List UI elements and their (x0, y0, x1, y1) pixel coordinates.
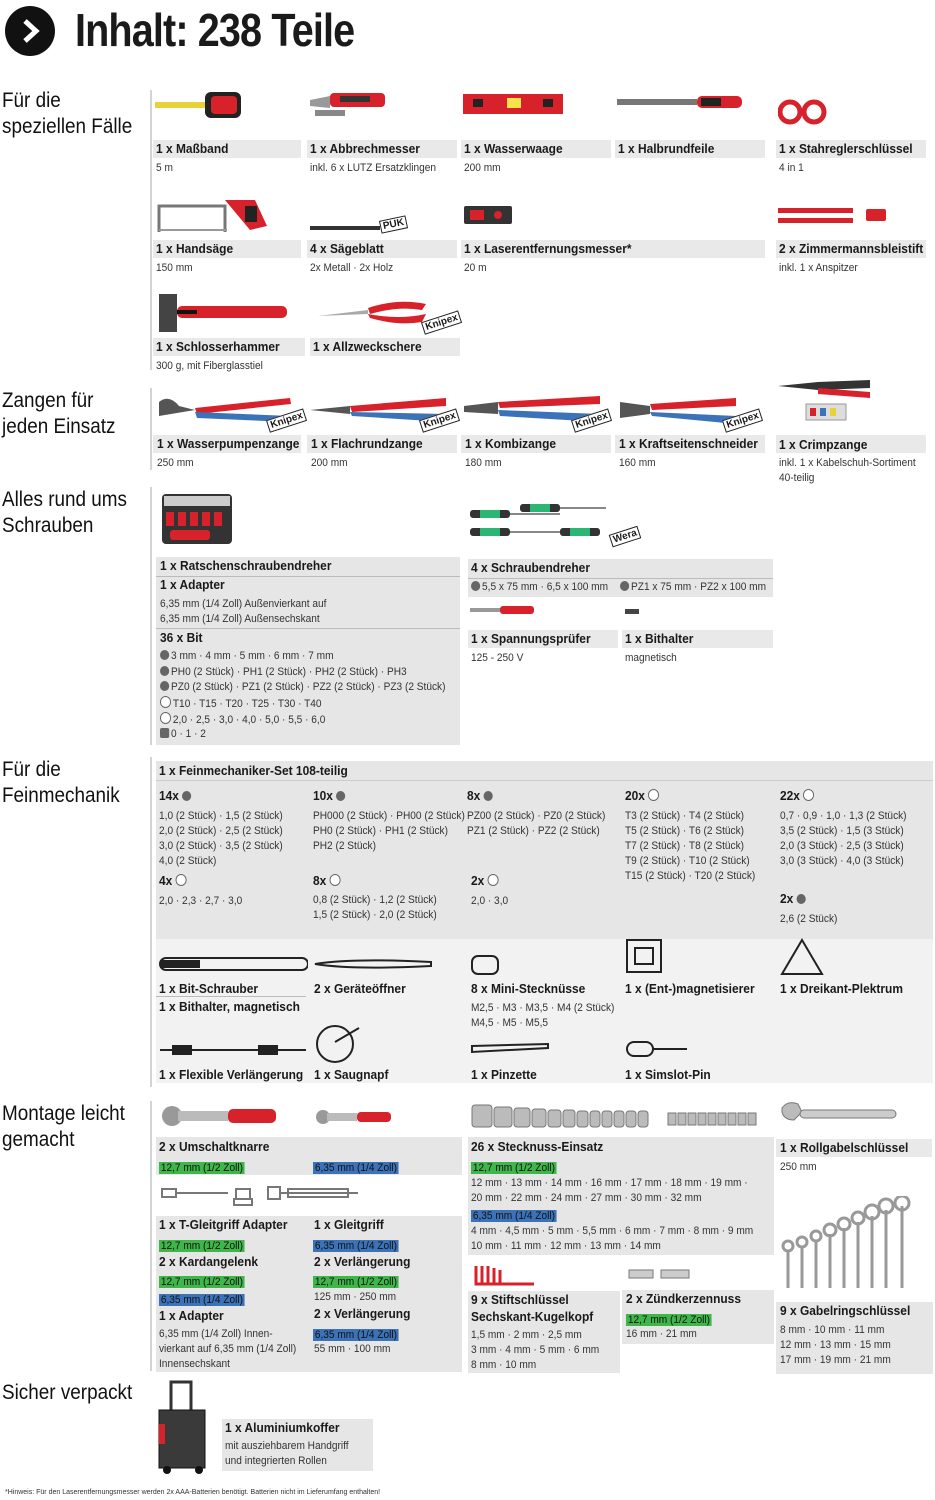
item-sub: 40-teilig (779, 472, 815, 484)
carpenter-pencil-icon (778, 206, 888, 226)
spark-plug-socket-icon (627, 1268, 693, 1280)
item-title: 1 x Saugnapf (314, 1067, 389, 1082)
item-title: 9 x Stiftschlüssel (471, 1292, 569, 1307)
pozidriv-icon (484, 791, 493, 801)
item-sub: T10 · T15 · T20 · T25 · T30 · T40 (172, 698, 322, 710)
item-sub: 160 mm (619, 457, 656, 469)
wera-badge: Wera (609, 526, 642, 548)
item-sub: 2,0 · 2,3 · 2,7 · 3,0 (159, 895, 243, 907)
count: 22x (780, 788, 800, 803)
puk-badge: PUK (379, 215, 408, 233)
scissors-icon (318, 296, 428, 328)
item-title: 4 x Sägeblatt (310, 241, 384, 256)
item-title: 26 x Stecknuss-Einsatz (471, 1139, 604, 1154)
section-title-screws: Alles rund ums Schrauben (2, 488, 128, 537)
item-sub: inkl. 1 x Anspitzer (779, 262, 858, 274)
phillips-icon (336, 791, 345, 801)
pozidriv-icon (160, 681, 169, 691)
item-title: 1 x Rollgabelschlüssel (780, 1140, 909, 1155)
item-sub: 2,0 · 3,0 (471, 895, 509, 907)
item-sub: 1,5 mm · 2 mm · 2,5 mm (471, 1329, 582, 1341)
item-title: 1 x Kombizange (465, 436, 557, 451)
torx-icon (648, 789, 659, 801)
item-sub: 2,6 (2 Stück) (780, 913, 838, 925)
utility-knife-icon (310, 88, 385, 118)
item-title: 1 x Ratschenschraubendreher (160, 558, 332, 573)
item-sub: und integrierten Rollen (225, 1455, 327, 1467)
crimping-pliers-icon (778, 378, 873, 423)
spec-list: 0,8 (2 Stück) · 1,2 (2 Stück) 1,5 (2 Stück) · 2,0 (2 Stück) (313, 894, 437, 921)
pentalobe-icon (330, 874, 341, 886)
item-title: 1 x Flachrundzange (311, 436, 423, 451)
item-title: 1 x Crimpzange (779, 437, 868, 452)
item-title: 1 x Bithalter (625, 631, 694, 646)
saw-blade-icon (310, 222, 380, 234)
item-sub: 150 mm (156, 262, 193, 274)
arrow-circle-icon (5, 6, 55, 56)
item-sub: 5 m (156, 162, 173, 174)
divider (150, 388, 152, 470)
item-title: 1 x Kraftseitenschneider (619, 436, 758, 451)
size-tag: 6,35 mm (1/4 Zoll) (314, 1240, 397, 1252)
divider (150, 757, 152, 1087)
item-title: 2 x Geräteöffner (314, 981, 406, 996)
item-sub: 3 mm · 4 mm · 5 mm · 6 mm (471, 1344, 600, 1356)
spec-list: PZ00 (2 Stück) · PZ0 (2 Stück) PZ1 (2 Stück) · PZ2 (2 Stück) (467, 810, 606, 837)
item-title: 2 x Umschaltknarre (159, 1139, 270, 1154)
divider (150, 487, 152, 745)
item-sub: 8 mm · 10 mm (471, 1359, 537, 1371)
size-tag: 12,7 mm (1/2 Zoll) (472, 1162, 555, 1174)
item-title: 1 x (Ent-)magnetisierer (625, 981, 755, 996)
count: 8x (313, 873, 327, 888)
count: 10x (313, 788, 333, 803)
aerator-key-icon (778, 96, 828, 126)
item-title: 1 x Bit-Schrauber (159, 981, 259, 996)
item-sub: 250 mm (157, 457, 194, 469)
file-icon (617, 94, 742, 110)
item-title: 36 x Bit (160, 630, 203, 645)
hex-icon (803, 789, 814, 801)
item-sub: 6,35 mm (1/4 Zoll) Außensechskant (160, 613, 320, 625)
item-sub: 2x Metall · 2x Holz (310, 262, 394, 274)
size-tag: 6,35 mm (1/4 Zoll) (472, 1210, 555, 1222)
suction-cup-icon (313, 1024, 361, 1064)
pry-tool-icon (313, 958, 433, 970)
item-sub: 12 mm · 13 mm · 15 mm (780, 1339, 891, 1351)
item-title: 1 x Maßband (156, 141, 229, 156)
adapters-icon (158, 1183, 368, 1209)
item-title: 1 x Flexible Verlängerung (159, 1067, 304, 1082)
size-tag: 12,7 mm (1/2 Zoll) (160, 1162, 243, 1174)
hammer-icon (155, 292, 290, 337)
magnetizer-icon (625, 938, 665, 974)
item-title: 4 x Schraubendreher (471, 560, 590, 575)
adjustable-wrench-icon (780, 1100, 900, 1128)
square-icon (160, 728, 169, 738)
count: 2x (780, 891, 794, 906)
size-tag: 6,35 mm (1/4 Zoll) (314, 1329, 397, 1341)
knipex-badge: Knipex (421, 310, 462, 335)
item-sub: M4,5 · M5 · M5,5 (471, 1017, 549, 1029)
torx-icon (160, 696, 171, 708)
count: 8x (467, 788, 481, 803)
item-sub: 4 in 1 (779, 162, 804, 174)
item-title: 2 x Verlängerung (314, 1306, 411, 1321)
size-tag: 12,7 mm (1/2 Zoll) (160, 1240, 243, 1252)
section-title-pliers: Zangen für jeden Einsatz (2, 389, 116, 438)
size-tag: 6,35 mm (1/4 Zoll) (160, 1294, 243, 1306)
screwdrivers-icon (470, 504, 610, 546)
count: 14x (159, 788, 179, 803)
item-title: 1 x T-Gleitgriff Adapter (159, 1217, 288, 1232)
item-sub: 300 g, mit Fiberglasstiel (156, 360, 263, 372)
item-sub: PZ0 (2 Stück) · PZ1 (2 Stück) · PZ2 (2 Stück) · PZ3 (2 Stück) (171, 681, 446, 693)
item-sub: Innensechskant (159, 1358, 230, 1370)
ratchet-1-4-icon (313, 1108, 393, 1126)
flexible-extension-icon (158, 1043, 308, 1057)
item-title: 1 x Abbrechmesser (310, 141, 420, 156)
item-title: 1 x Pinzette (471, 1067, 537, 1082)
item-title: 1 x Schlosserhammer (156, 339, 280, 354)
item-title: 1 x Halbrundfeile (618, 141, 715, 156)
size-tag: 12,7 mm (1/2 Zoll) (627, 1314, 710, 1326)
item-title: 1 x Dreikant-Plektrum (780, 981, 903, 996)
item-title: 1 x Adapter (160, 577, 225, 592)
section-title-special: Für die speziellen Fälle (2, 89, 133, 138)
tweezers-icon (470, 1042, 550, 1056)
laser-meter-icon (464, 204, 512, 226)
y-tip-icon (488, 874, 499, 886)
phillips-icon (160, 666, 169, 676)
item-title: Sechskant-Kugelkopf (471, 1309, 594, 1324)
item-sub: 55 mm · 100 mm (314, 1343, 391, 1355)
aluminium-case-icon (155, 1380, 210, 1475)
section-title-assembly: Montage leicht gemacht (2, 1102, 125, 1151)
knipex-badge: Knipex (571, 408, 612, 433)
section-title-precision: Für die Feinmechanik (2, 758, 120, 807)
item-title: 1 x Spannungsprüfer (471, 631, 591, 646)
spec-list: 0,7 · 0,9 · 1,0 · 1,3 (2 Stück) 3,5 (2 Stück) · 1,5 (3 Stück) 2,0 (3 Stück) · 2,5 (3 Stück) 3,0 (3 Stück) · 4,0 (3 Stück) (780, 810, 907, 867)
item-sub: mit ausziehbarem Handgriff (225, 1440, 349, 1452)
triangle-pick-icon (780, 938, 824, 976)
item-title: 2 x Zündkerzennuss (626, 1291, 741, 1306)
divider (150, 90, 152, 370)
item-sub: 6,35 mm (1/4 Zoll) Innen- (159, 1328, 273, 1340)
item-title: 1 x Bithalter, magnetisch (159, 999, 300, 1014)
bit-driver-icon (158, 955, 308, 973)
item-title: 2 x Kardangelenk (159, 1254, 259, 1269)
count: 2x (471, 873, 485, 888)
item-sub: 200 mm (311, 457, 348, 469)
knipex-badge: Knipex (266, 408, 307, 433)
item-sub: 180 mm (465, 457, 502, 469)
item-title: 1 x Wasserpumpenzange (157, 436, 300, 451)
item-sub: 200 mm (464, 162, 501, 174)
count: 4x (159, 873, 173, 888)
item-sub: 6,35 mm (1/4 Zoll) Außenvierkant auf (160, 598, 327, 610)
bit-holder-icon (625, 604, 641, 618)
item-sub: 2,0 · 2,5 · 3,0 · 4,0 · 5,0 · 5,5 · 6,0 (172, 714, 326, 726)
item-title: 9 x Gabelringschlüssel (780, 1303, 911, 1318)
item-sub: 5,5 x 75 mm · 6,5 x 100 mm (482, 581, 609, 593)
item-sub: 0 · 1 · 2 (171, 728, 206, 740)
pozidriv-icon (620, 581, 629, 591)
tri-wing-icon (797, 894, 806, 904)
item-sub: 20 m (464, 262, 487, 274)
size-tag: 12,7 mm (1/2 Zoll) (314, 1276, 397, 1288)
triangle-icon (176, 874, 187, 886)
ratchet-screwdriver-set-icon (160, 492, 235, 552)
item-title: 1 x Handsäge (156, 241, 234, 256)
set-title: 1 x Feinmechaniker-Set 108-teilig (159, 763, 348, 778)
item-sub: 10 mm · 11 mm · 12 mm · 13 mm · 14 mm (471, 1240, 661, 1252)
item-title: 1 x Simslot-Pin (625, 1067, 711, 1082)
hacksaw-icon (155, 196, 270, 236)
item-sub: 250 mm (780, 1161, 817, 1173)
item-sub: 125 mm · 250 mm (314, 1291, 397, 1303)
item-title: 8 x Mini-Stecknüsse (471, 981, 586, 996)
tape-measure-icon (155, 88, 245, 118)
item-title: 1 x Aluminiumkoffer (225, 1420, 340, 1435)
item-sub: 20 mm · 22 mm · 24 mm · 27 mm · 30 mm · 32 mm (471, 1192, 702, 1204)
page-title: Inhalt: 238 Teile (75, 4, 355, 56)
slotted-icon (160, 650, 169, 660)
item-sub: 8 mm · 10 mm · 11 mm (780, 1324, 885, 1336)
item-sub: M2,5 · M3 · M3,5 · M4 (2 Stück) (471, 1002, 615, 1014)
size-tag: 6,35 mm (1/4 Zoll) (314, 1162, 397, 1174)
combination-wrenches-icon (780, 1196, 915, 1292)
item-title: 2 x Zimmermannsbleistift (779, 241, 924, 256)
voltage-tester-icon (470, 604, 536, 616)
size-tag: 12,7 mm (1/2 Zoll) (160, 1276, 243, 1288)
sim-pin-icon (625, 1040, 689, 1058)
item-title: 1 x Gleitgriff (314, 1217, 384, 1232)
item-sub: 12 mm · 13 mm · 14 mm · 16 mm · 17 mm · 18 mm · 19 mm · (471, 1177, 748, 1189)
spirit-level-icon (463, 90, 563, 118)
item-title: 1 x Stahreglerschlüssel (779, 141, 913, 156)
item-sub: 16 mm · 21 mm (626, 1328, 697, 1340)
knipex-badge: Knipex (722, 408, 763, 433)
knipex-badge: Knipex (419, 408, 460, 433)
spec-list: 1,0 (2 Stück) · 1,5 (2 Stück) 2,0 (2 Stück) · 2,5 (2 Stück) 3,0 (2 Stück) · 3,5 (2 Stück) 4,0 (2 Stück) (159, 810, 283, 867)
slotted-icon (182, 791, 191, 801)
item-sub: inkl. 6 x LUTZ Ersatzklingen (310, 162, 436, 174)
item-sub: inkl. 1 x Kabelschuh-Sortiment (779, 457, 916, 469)
item-title: 1 x Wasserwaage (464, 141, 563, 156)
item-sub: 4 mm · 4,5 mm · 5 mm · 5,5 mm · 6 mm · 7 mm · 8 mm · 9 mm (471, 1225, 754, 1237)
item-title: 2 x Verlängerung (314, 1254, 411, 1269)
section-title-case: Sicher verpackt (2, 1381, 133, 1404)
item-sub: 3 mm · 4 mm · 5 mm · 6 mm · 7 mm (171, 650, 334, 662)
footnote: *Hinweis: Für den Laserentfernungsmesser werden 2x AAA-Batterien benötigt. Batterien nicht im Lieferumfang enthalten! (5, 1489, 381, 1496)
hex-keys-icon (472, 1262, 542, 1288)
item-sub: PZ1 x 75 mm · PZ2 x 100 mm (631, 581, 767, 593)
hex-icon (160, 712, 171, 724)
spec-list: T3 (2 Stück) · T4 (2 Stück) T5 (2 Stück) · T6 (2 Stück) T7 (2 Stück) · T8 (2 Stück) T9 (2 Stück) · T10 (2 Stück) T15 (2 Stück) · T20 (2 Stück) (625, 810, 756, 882)
spec-list: PH000 (2 Stück) · PH00 (2 Stück) PH0 (2 Stück) · PH1 (2 Stück) PH2 (2 Stück) (313, 810, 465, 852)
count: 20x (625, 788, 645, 803)
divider (150, 1101, 152, 1371)
item-title: 1 x Allzweckschere (313, 339, 422, 354)
slotted-icon (471, 581, 480, 591)
mini-socket-icon (470, 954, 500, 976)
socket-set-icon (470, 1103, 770, 1129)
item-title: 1 x Adapter (159, 1308, 224, 1323)
ratchet-1-2-icon (158, 1103, 278, 1129)
item-sub: 17 mm · 19 mm · 21 mm (780, 1354, 891, 1366)
item-sub: PH0 (2 Stück) · PH1 (2 Stück) · PH2 (2 Stück) · PH3 (171, 666, 407, 678)
item-sub: magnetisch (625, 652, 677, 664)
item-title: 1 x Laserentfernungsmesser* (464, 241, 632, 256)
item-sub: 125 - 250 V (471, 652, 524, 664)
item-sub: vierkant auf 6,35 mm (1/4 Zoll) (159, 1343, 297, 1355)
